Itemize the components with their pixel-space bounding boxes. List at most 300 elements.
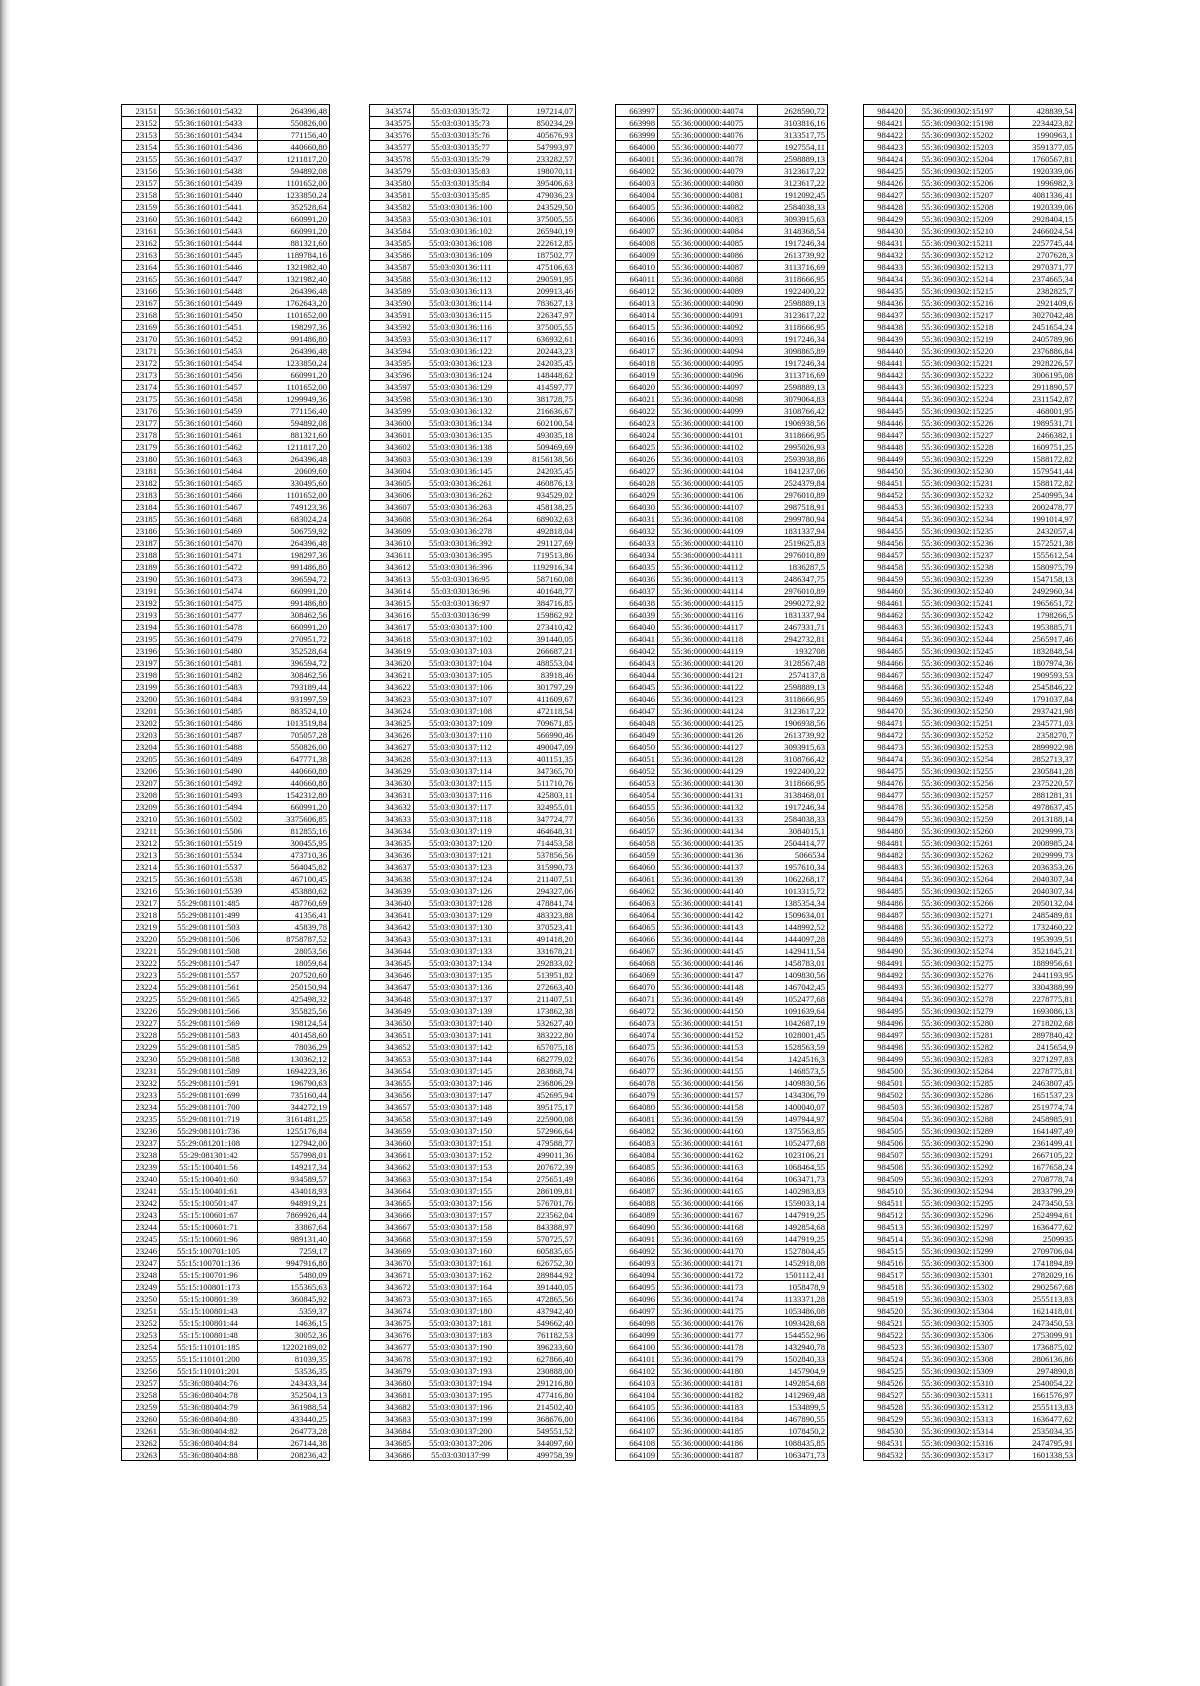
cadastral-number: 55:15:100401:56 <box>160 1161 258 1173</box>
table-row <box>370 165 576 177</box>
cadastral-value: 14636,15 <box>258 1317 330 1329</box>
table-row <box>864 1185 1076 1197</box>
cadastral-value: 3108766,42 <box>758 753 828 765</box>
cadastral-value: 3148368,54 <box>758 225 828 237</box>
table-row <box>122 789 330 801</box>
cadastral-number: 55:03:030137:105 <box>414 669 508 681</box>
table-row <box>370 357 576 369</box>
table-row <box>616 813 828 825</box>
table-row <box>122 1341 330 1353</box>
row-number: 664072 <box>616 1005 658 1017</box>
row-number: 23231 <box>122 1065 160 1077</box>
row-number: 664094 <box>616 1269 658 1281</box>
cadastral-number: 55:36:000000:44164 <box>658 1173 758 1185</box>
row-number: 664106 <box>616 1413 658 1425</box>
cadastral-number: 55:36:000000:44144 <box>658 933 758 945</box>
row-number: 343628 <box>370 753 414 765</box>
cadastral-value: 883524,10 <box>258 705 330 717</box>
cadastral-number: 55:36:000000:44103 <box>658 453 758 465</box>
table-row <box>370 441 576 453</box>
cadastral-number: 55:03:030137:161 <box>414 1257 508 1269</box>
cadastral-number: 55:36:090302:15236 <box>906 537 1010 549</box>
cadastral-value: 1841237,06 <box>758 465 828 477</box>
cadastral-number: 55:36:090302:15294 <box>906 1185 1010 1197</box>
row-number: 984422 <box>864 129 906 141</box>
cadastral-value: 1917246,34 <box>758 237 828 249</box>
table-row <box>864 981 1076 993</box>
cadastral-value: 1013315,72 <box>758 885 828 897</box>
row-number: 664070 <box>616 981 658 993</box>
row-number: 23157 <box>122 177 160 189</box>
cadastral-number: 55:36:000000:44151 <box>658 1017 758 1029</box>
row-number: 343619 <box>370 645 414 657</box>
table-row <box>122 873 330 885</box>
table-row <box>122 1245 330 1257</box>
cadastral-value: 1831337,94 <box>758 609 828 621</box>
row-number: 343673 <box>370 1293 414 1305</box>
table-row <box>370 1317 576 1329</box>
cadastral-number: 55:36:000000:44179 <box>658 1353 758 1365</box>
cadastral-value: 2976010,89 <box>758 549 828 561</box>
cadastral-number: 55:36:000000:44142 <box>658 909 758 921</box>
cadastral-value: 425803,11 <box>508 789 576 801</box>
row-number: 664059 <box>616 849 658 861</box>
row-number: 984481 <box>864 837 906 849</box>
row-number: 664079 <box>616 1089 658 1101</box>
table-row <box>616 117 828 129</box>
table-row <box>616 657 828 669</box>
row-number: 23201 <box>122 705 160 717</box>
row-number: 23156 <box>122 165 160 177</box>
cadastral-value: 225900,08 <box>508 1113 576 1125</box>
cadastral-number: 55:36:090302:15216 <box>906 297 1010 309</box>
cadastral-number: 55:03:030137:113 <box>414 753 508 765</box>
cadastral-number: 55:36:080404:84 <box>160 1437 258 1449</box>
cadastral-value: 3591377,05 <box>1010 141 1076 153</box>
table-row <box>122 309 330 321</box>
table-row <box>370 225 576 237</box>
row-number: 984453 <box>864 501 906 513</box>
cadastral-number: 55:36:090302:15310 <box>906 1377 1010 1389</box>
row-number: 664098 <box>616 1317 658 1329</box>
cadastral-number: 55:03:030137:200 <box>414 1425 508 1437</box>
row-number: 984527 <box>864 1389 906 1401</box>
cadastral-number: 55:03:030137:103 <box>414 645 508 657</box>
cadastral-number: 55:36:000000:44092 <box>658 321 758 333</box>
row-number: 664084 <box>616 1149 658 1161</box>
cadastral-number: 55:36:160101:5483 <box>160 681 258 693</box>
row-number: 23210 <box>122 813 160 825</box>
cadastral-value: 360845,92 <box>258 1293 330 1305</box>
table-row <box>864 621 1076 633</box>
cadastral-number: 55:15:100601:67 <box>160 1209 258 1221</box>
row-number: 664104 <box>616 1389 658 1401</box>
table-row <box>616 1161 828 1173</box>
cadastral-number: 55:36:160101:5475 <box>160 597 258 609</box>
cadastral-number: 55:36:160101:5432 <box>160 105 258 117</box>
row-number: 343598 <box>370 393 414 405</box>
row-number: 984524 <box>864 1353 906 1365</box>
cadastral-value: 2999780,94 <box>758 513 828 525</box>
row-number: 984486 <box>864 897 906 909</box>
cadastral-value: 2040307,34 <box>1010 885 1076 897</box>
table-row <box>864 201 1076 213</box>
cadastral-number: 55:29:081101:499 <box>160 909 258 921</box>
table-row <box>122 825 330 837</box>
table-row <box>122 777 330 789</box>
cadastral-value: 1555612,54 <box>1010 549 1076 561</box>
row-number: 343676 <box>370 1329 414 1341</box>
row-number: 984437 <box>864 309 906 321</box>
cadastral-value: 264773,28 <box>258 1425 330 1437</box>
row-number: 343603 <box>370 453 414 465</box>
cadastral-value: 1457904,9 <box>758 1365 828 1377</box>
cadastral-number: 55:36:000000:44146 <box>658 957 758 969</box>
table-row <box>370 609 576 621</box>
cadastral-value: 2486347,75 <box>758 573 828 585</box>
row-number: 664041 <box>616 633 658 645</box>
table-row <box>122 1101 330 1113</box>
row-number: 984465 <box>864 645 906 657</box>
table-row <box>370 993 576 1005</box>
table-row <box>864 1029 1076 1041</box>
table-row <box>864 477 1076 489</box>
row-number: 23240 <box>122 1173 160 1185</box>
table-row <box>370 825 576 837</box>
row-number: 23215 <box>122 873 160 885</box>
cadastral-value: 3113716,69 <box>758 369 828 381</box>
row-number: 984508 <box>864 1161 906 1173</box>
cadastral-value: 1192916,34 <box>508 561 576 573</box>
cadastral-number: 55:36:090302:15264 <box>906 873 1010 885</box>
cadastral-value: 208236,42 <box>258 1449 330 1461</box>
table-row <box>370 801 576 813</box>
cadastral-number: 55:36:160101:5471 <box>160 549 258 561</box>
row-number: 23177 <box>122 417 160 429</box>
cadastral-value: 2976010,89 <box>758 585 828 597</box>
table-row <box>864 345 1076 357</box>
cadastral-value: 793189,44 <box>258 681 330 693</box>
table-row <box>370 309 576 321</box>
row-number: 984498 <box>864 1041 906 1053</box>
cadastral-number: 55:03:030137:149 <box>414 1113 508 1125</box>
table-row <box>616 1329 828 1341</box>
cadastral-number: 55:03:030137:160 <box>414 1245 508 1257</box>
row-number: 343629 <box>370 765 414 777</box>
cadastral-value: 242035,45 <box>508 357 576 369</box>
cadastral-number: 55:36:000000:44090 <box>658 297 758 309</box>
row-number: 343639 <box>370 885 414 897</box>
cadastral-value: 289844,92 <box>508 1269 576 1281</box>
cadastral-number: 55:36:160101:5460 <box>160 417 258 429</box>
cadastral-value: 2374665,34 <box>1010 273 1076 285</box>
row-number: 343633 <box>370 813 414 825</box>
cadastral-value: 843388,97 <box>508 1221 576 1233</box>
cadastral-number: 55:03:030135:84 <box>414 177 508 189</box>
cadastral-value: 45839,78 <box>258 921 330 933</box>
cadastral-number: 55:29:081101:506 <box>160 933 258 945</box>
cadastral-number: 55:36:160101:5439 <box>160 177 258 189</box>
table-row <box>370 525 576 537</box>
row-number: 984463 <box>864 621 906 633</box>
table-row <box>864 1269 1076 1281</box>
cadastral-value: 1063471,73 <box>758 1449 828 1461</box>
table-row <box>864 237 1076 249</box>
table-row <box>616 177 828 189</box>
cadastral-number: 55:36:000000:44114 <box>658 585 758 597</box>
table-row <box>370 633 576 645</box>
cadastral-value: 660991,20 <box>258 801 330 813</box>
cadastral-number: 55:36:090302:15227 <box>906 429 1010 441</box>
cadastral-value: 384716,85 <box>508 597 576 609</box>
table-row <box>616 981 828 993</box>
row-number: 984444 <box>864 393 906 405</box>
cadastral-value: 2584038,33 <box>758 201 828 213</box>
cadastral-value: 1467890,55 <box>758 1413 828 1425</box>
row-number: 664096 <box>616 1293 658 1305</box>
table-row <box>864 945 1076 957</box>
cadastral-value: 1661576,97 <box>1010 1389 1076 1401</box>
cadastral-value: 207672,39 <box>508 1161 576 1173</box>
cadastral-number: 55:29:081101:583 <box>160 1029 258 1041</box>
cadastral-number: 55:36:000000:44074 <box>658 105 758 117</box>
cadastral-number: 55:36:160101:5537 <box>160 861 258 873</box>
cadastral-value: 264396,48 <box>258 453 330 465</box>
table-row <box>370 765 576 777</box>
cadastral-value: 267144,38 <box>258 1437 330 1449</box>
cadastral-value: 2036353,26 <box>1010 861 1076 873</box>
cadastral-number: 55:15:100701:105 <box>160 1245 258 1257</box>
cadastral-value: 1636477,62 <box>1010 1221 1076 1233</box>
table-row <box>370 873 576 885</box>
cadastral-value: 214502,40 <box>508 1401 576 1413</box>
table-row <box>864 405 1076 417</box>
table-row <box>370 1245 576 1257</box>
table-row <box>864 417 1076 429</box>
cadastral-number: 55:36:090302:15265 <box>906 885 1010 897</box>
row-number: 984474 <box>864 753 906 765</box>
cadastral-value: 1133371,28 <box>758 1293 828 1305</box>
cadastral-value: 705057,28 <box>258 729 330 741</box>
table-row <box>616 1077 828 1089</box>
table-row <box>370 1389 576 1401</box>
cadastral-number: 55:36:090302:15284 <box>906 1065 1010 1077</box>
table-row <box>864 573 1076 585</box>
row-number: 984493 <box>864 981 906 993</box>
row-number: 23247 <box>122 1257 160 1269</box>
table-row <box>122 1437 330 1449</box>
row-number: 984424 <box>864 153 906 165</box>
cadastral-number: 55:36:090302:15251 <box>906 717 1010 729</box>
cadastral-value: 689032,63 <box>508 513 576 525</box>
cadastral-value: 223562,04 <box>508 1209 576 1221</box>
row-number: 23198 <box>122 669 160 681</box>
table-row <box>122 609 330 621</box>
table-row <box>122 1353 330 1365</box>
cadastral-number: 55:36:160101:5451 <box>160 321 258 333</box>
cadastral-value: 1424516,3 <box>758 1053 828 1065</box>
cadastral-number: 55:36:000000:44158 <box>658 1101 758 1113</box>
cadastral-number: 55:36:000000:44137 <box>658 861 758 873</box>
table-row <box>370 1341 576 1353</box>
table-row <box>122 417 330 429</box>
row-number: 343612 <box>370 561 414 573</box>
table-row <box>864 297 1076 309</box>
table-row <box>864 561 1076 573</box>
row-number: 23260 <box>122 1413 160 1425</box>
cadastral-value: 3006195,08 <box>1010 369 1076 381</box>
cadastral-value: 881321,60 <box>258 429 330 441</box>
cadastral-number: 55:03:030137:135 <box>414 969 508 981</box>
cadastral-number: 55:03:030136:145 <box>414 465 508 477</box>
cadastral-number: 55:03:030137:117 <box>414 801 508 813</box>
row-number: 343580 <box>370 177 414 189</box>
cadastral-number: 55:03:030136:132 <box>414 405 508 417</box>
cadastral-number: 55:36:160101:5440 <box>160 189 258 201</box>
row-number: 343675 <box>370 1317 414 1329</box>
cadastral-number: 55:03:030136:263 <box>414 501 508 513</box>
table-row <box>616 453 828 465</box>
row-number: 343685 <box>370 1437 414 1449</box>
cadastral-value: 491418,20 <box>508 933 576 945</box>
table-row <box>370 813 576 825</box>
cadastral-number: 55:03:030137:158 <box>414 1221 508 1233</box>
cadastral-number: 55:36:090302:15297 <box>906 1221 1010 1233</box>
table-row <box>616 957 828 969</box>
row-number: 23185 <box>122 513 160 525</box>
row-number: 664051 <box>616 753 658 765</box>
row-number: 23227 <box>122 1017 160 1029</box>
table-row <box>616 501 828 513</box>
row-number: 664044 <box>616 669 658 681</box>
table-row <box>370 513 576 525</box>
table-row <box>122 213 330 225</box>
cadastral-value: 506759,92 <box>258 525 330 537</box>
cadastral-number: 55:36:090302:15232 <box>906 489 1010 501</box>
row-number: 23233 <box>122 1089 160 1101</box>
cadastral-number: 55:36:090302:15296 <box>906 1209 1010 1221</box>
row-number: 23172 <box>122 357 160 369</box>
cadastral-value: 564045,82 <box>258 861 330 873</box>
table-row <box>122 837 330 849</box>
table-row <box>864 777 1076 789</box>
row-number: 343596 <box>370 369 414 381</box>
cadastral-number: 55:36:090302:15243 <box>906 621 1010 633</box>
cadastral-number: 55:36:000000:44172 <box>658 1269 758 1281</box>
cadastral-number: 55:36:000000:44111 <box>658 549 758 561</box>
cadastral-number: 55:36:000000:44098 <box>658 393 758 405</box>
row-number: 664064 <box>616 909 658 921</box>
row-number: 664032 <box>616 525 658 537</box>
table-row <box>616 1341 828 1353</box>
row-number: 984489 <box>864 933 906 945</box>
cadastral-number: 55:03:030137:119 <box>414 825 508 837</box>
cadastral-number: 55:36:160101:5538 <box>160 873 258 885</box>
table-row <box>370 897 576 909</box>
table-row <box>864 741 1076 753</box>
row-number: 984439 <box>864 333 906 345</box>
row-number: 664101 <box>616 1353 658 1365</box>
row-number: 984500 <box>864 1065 906 1077</box>
table-row <box>370 417 576 429</box>
table-row <box>616 645 828 657</box>
cadastral-value: 1052477,68 <box>758 1137 828 1149</box>
row-number: 343578 <box>370 153 414 165</box>
cadastral-number: 55:36:000000:44127 <box>658 741 758 753</box>
table-row <box>616 681 828 693</box>
row-number: 23252 <box>122 1317 160 1329</box>
table-row <box>122 237 330 249</box>
row-number: 343635 <box>370 837 414 849</box>
cadastral-number: 55:36:000000:44113 <box>658 573 758 585</box>
row-number: 664015 <box>616 321 658 333</box>
row-number: 984499 <box>864 1053 906 1065</box>
cadastral-number: 55:36:160101:5470 <box>160 537 258 549</box>
table-row <box>864 1137 1076 1149</box>
cadastral-number: 55:36:160101:5502 <box>160 813 258 825</box>
table-row <box>616 525 828 537</box>
cadastral-value: 2361499,41 <box>1010 1137 1076 1149</box>
cadastral-value: 1448992,52 <box>758 921 828 933</box>
cadastral-value: 881321,60 <box>258 237 330 249</box>
cadastral-value: 148448,62 <box>508 369 576 381</box>
cadastral-value: 1088435,85 <box>758 1437 828 1449</box>
cadastral-value: 344097,60 <box>508 1437 576 1449</box>
cadastral-value: 1922400,22 <box>758 285 828 297</box>
row-number: 343661 <box>370 1149 414 1161</box>
row-number: 343671 <box>370 1269 414 1281</box>
row-number: 343646 <box>370 969 414 981</box>
row-number: 664078 <box>616 1077 658 1089</box>
table-row <box>370 1329 576 1341</box>
row-number: 664020 <box>616 381 658 393</box>
cadastral-number: 55:36:090302:15280 <box>906 1017 1010 1029</box>
row-number: 984428 <box>864 201 906 213</box>
cadastral-value: 2451654,24 <box>1010 321 1076 333</box>
row-number: 984457 <box>864 549 906 561</box>
cadastral-value: 173862,38 <box>508 1005 576 1017</box>
table-row <box>616 705 828 717</box>
table-row <box>864 1413 1076 1425</box>
row-number: 343620 <box>370 657 414 669</box>
cadastral-value: 347724,77 <box>508 813 576 825</box>
table-row <box>616 417 828 429</box>
table-row <box>370 117 576 129</box>
table-row <box>616 1353 828 1365</box>
cadastral-value: 1101652,00 <box>258 489 330 501</box>
cadastral-number: 55:36:160101:5438 <box>160 165 258 177</box>
table-row <box>616 1377 828 1389</box>
cadastral-number: 55:36:000000:44122 <box>658 681 758 693</box>
row-number: 984507 <box>864 1149 906 1161</box>
table-row <box>122 933 330 945</box>
row-number: 23168 <box>122 309 160 321</box>
row-number: 343663 <box>370 1173 414 1185</box>
row-number: 984517 <box>864 1269 906 1281</box>
table-row <box>616 1101 828 1113</box>
table-row <box>864 873 1076 885</box>
row-number: 984480 <box>864 825 906 837</box>
table-row <box>370 1185 576 1197</box>
cadastral-number: 55:36:000000:44165 <box>658 1185 758 1197</box>
table-row <box>864 1161 1076 1173</box>
cadastral-number: 55:36:090302:15263 <box>906 861 1010 873</box>
cadastral-value: 587160,08 <box>508 573 576 585</box>
row-number: 343666 <box>370 1209 414 1221</box>
cadastral-value: 472118,54 <box>508 705 576 717</box>
cadastral-number: 55:36:000000:44106 <box>658 489 758 501</box>
cadastral-value: 1409830,56 <box>758 1077 828 1089</box>
